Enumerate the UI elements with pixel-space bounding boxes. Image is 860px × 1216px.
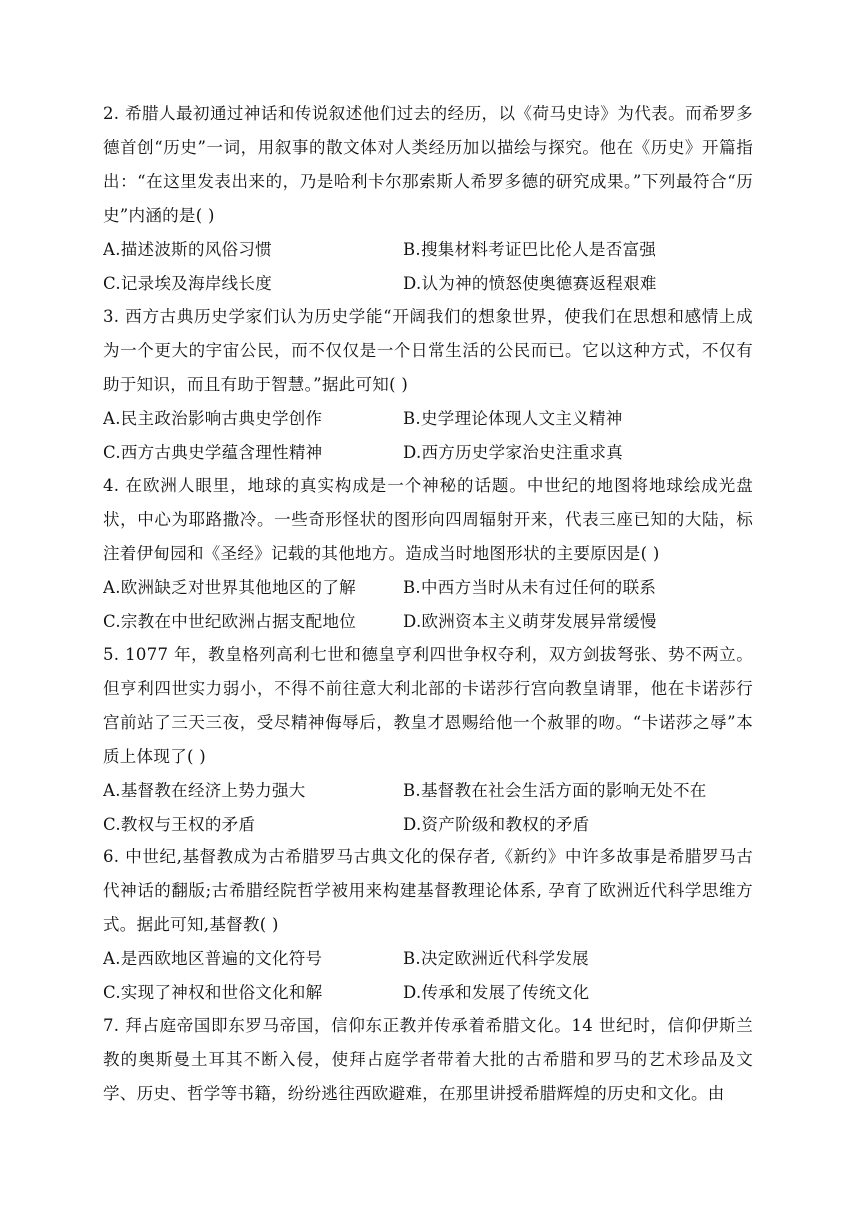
option-d[interactable]: D.西方历史学家治史注重求真 [403, 443, 624, 462]
option-d[interactable]: D.资产阶级和教权的矛盾 [403, 815, 590, 834]
option-c[interactable]: C.实现了神权和世俗文化和解 [103, 983, 323, 1002]
options-grid [103, 402, 753, 470]
option-b[interactable]: B.中西方当时从未有过任何的联系 [403, 578, 657, 597]
options-grid [103, 233, 753, 301]
option-d[interactable]: D.认为神的愤怒使奥德赛返程艰难 [403, 274, 657, 293]
question-7 [103, 1009, 753, 1111]
question-stem: 4. 在欧洲人眼里，地球的真实构成是一个神秘的话题。中世纪的地图将地球绘成光盘状，中心为耶路撒冷。一些奇形怪状的图形向四周辐射开来，代表三座已知的大陆，标注着伊甸园和《圣经》记载的其他地方。造成当时地图形状的主要原因是( ) [103, 476, 753, 563]
question-4 [103, 469, 753, 639]
question-6 [103, 840, 753, 1010]
option-a[interactable]: A.民主政治影响古典史学创作 [103, 409, 323, 428]
question-stem: 5. 1077 年，教皇格列高利七世和德皇亨利四世争权夺利，双方剑拔弩张、势不两立。但亨利四世实力弱小，不得不前往意大利北部的卡诺莎行宫向教皇请罪，他在卡诺莎行宫前站了三天三夜，受尽精神侮辱后，教皇才恩赐给他一个赦罪的吻。“卡诺莎之辱”本质上体现了( ) [103, 645, 753, 766]
options-grid [103, 774, 753, 842]
question-3 [103, 300, 753, 470]
question-2 [103, 97, 753, 301]
question-stem: 6. 中世纪,基督教成为古希腊罗马古典文化的保存者,《新约》中许多故事是希腊罗马古代神话的翻版;古希腊经院哲学被用来构建基督教理论体系, 孕育了欧洲近代科学思维方式。据此可知,基督教( ) [103, 847, 753, 934]
option-b[interactable]: B.搜集材料考证巴比伦人是否富强 [403, 240, 657, 259]
option-d[interactable]: D.传承和发展了传统文化 [403, 983, 590, 1002]
option-b[interactable]: B.决定欧洲近代科学发展 [403, 949, 589, 968]
question-5 [103, 638, 753, 842]
option-a[interactable]: A.欧洲缺乏对世界其他地区的了解 [103, 578, 356, 597]
option-d[interactable]: D.欧洲资本主义萌芽发展异常缓慢 [403, 612, 657, 631]
question-stem: 3. 西方古典历史学家们认为历史学能“开阔我们的想象世界，使我们在思想和感情上成为一个更大的宇宙公民，而不仅仅是一个日常生活的公民而已。它以这种方式，不仅有助于知识，而且有助于智慧。”据此可知( ) [103, 307, 753, 394]
option-a[interactable]: A.基督教在经济上势力强大 [103, 781, 306, 800]
option-c[interactable]: C.教权与王权的矛盾 [103, 815, 256, 834]
option-a[interactable]: A.是西欧地区普遍的文化符号 [103, 949, 323, 968]
option-b[interactable]: B.史学理论体现人文主义精神 [403, 409, 623, 428]
option-b[interactable]: B.基督教在社会生活方面的影响无处不在 [403, 781, 707, 800]
option-a[interactable]: A.描述波斯的风俗习惯 [103, 240, 272, 259]
option-c[interactable]: C.记录埃及海岸线长度 [103, 274, 273, 293]
question-stem: 7. 拜占庭帝国即东罗马帝国，信仰东正教并传承着希腊文化。14 世纪时，信仰伊斯兰教的奥斯曼土耳其不断入侵，使拜占庭学者带着大批的古希腊和罗马的艺术珍品及文学、历史、哲学等书籍，纷纷逃往西欧避难，在那里讲授希腊辉煌的历史和文化。由 [103, 1016, 753, 1103]
options-grid [103, 571, 753, 639]
question-stem: 2. 希腊人最初通过神话和传说叙述他们过去的经历，以《荷马史诗》为代表。而希罗多德首创“历史”一词，用叙事的散文体对人类经历加以描绘与探究。他在《历史》开篇指出：“在这里发表出来的，乃是哈利卡尔那索斯人希罗多德的研究成果。”下列最符合“历史”内涵的是( ) [103, 104, 753, 225]
options-grid [103, 942, 753, 1010]
option-c[interactable]: C.宗教在中世纪欧洲占据支配地位 [103, 612, 357, 631]
option-c[interactable]: C.西方古典史学蕴含理性精神 [103, 443, 323, 462]
